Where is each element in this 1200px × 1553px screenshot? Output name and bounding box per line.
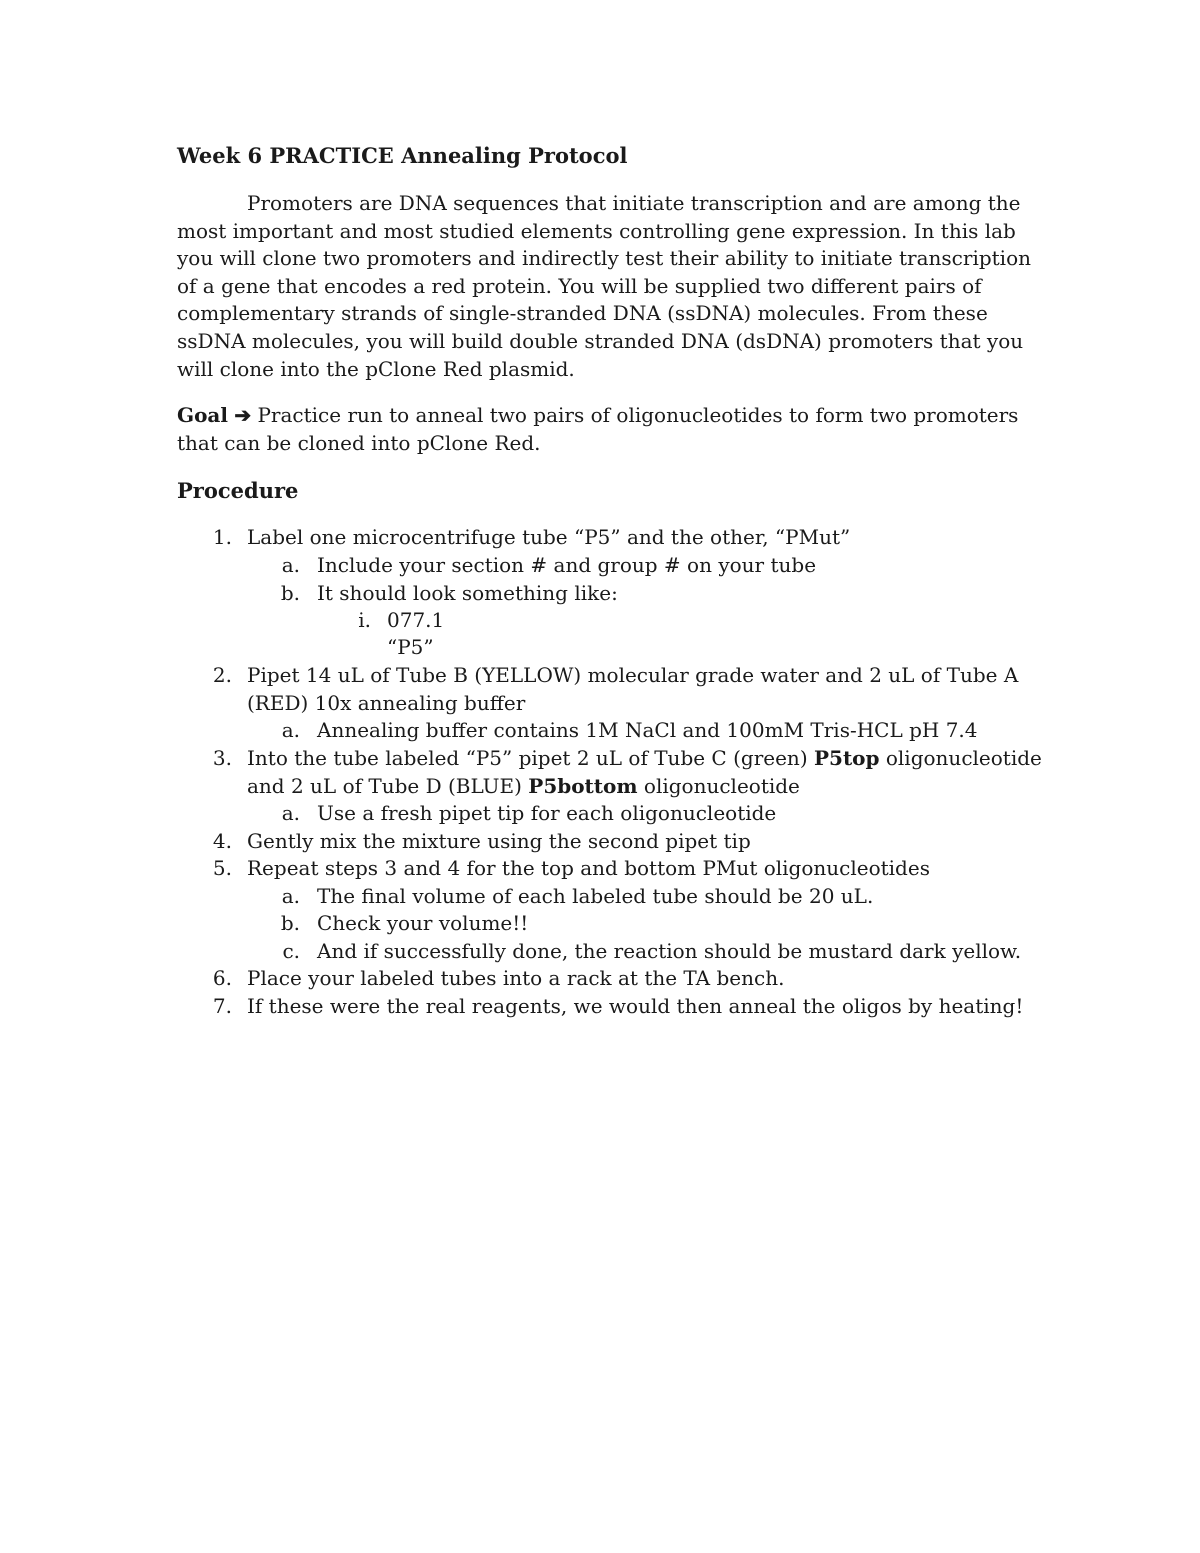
goal-label: Goal xyxy=(177,403,228,427)
list-number: 1. xyxy=(212,525,232,549)
intro-line: Promoters are DNA sequences that initiate transcription and are among the xyxy=(247,191,1021,215)
list-letter: a. xyxy=(281,801,300,825)
intro-paragraph xyxy=(177,190,1037,383)
list-number: 5. xyxy=(212,856,232,880)
list-text: Gently mix the mixture using the second pipet tip xyxy=(247,829,751,853)
goal-line-1 xyxy=(177,402,1037,430)
intro-line: ssDNA molecules, you will build double stranded DNA (dsDNA) promoters that you xyxy=(177,328,1024,353)
goal-text: Practice run to anneal two pairs of oligonucleotides to form two promoters xyxy=(251,403,1019,427)
arrow-right-icon: ➔ xyxy=(234,403,252,427)
list-text-part: oligonucleotide xyxy=(637,774,800,798)
list-text: Check your volume!! xyxy=(317,911,529,935)
list-text-bold: P5bottom xyxy=(528,774,638,798)
document-title: Week 6 PRACTICE Annealing Protocol xyxy=(177,143,628,168)
list-text: Repeat steps 3 and 4 for the top and bottom PMut oligonucleotides xyxy=(247,856,930,880)
list-text xyxy=(247,745,1042,773)
list-text-part: oligonucleotide xyxy=(879,746,1042,770)
list-letter: b. xyxy=(280,911,300,935)
list-number: 3. xyxy=(212,746,232,770)
list-text: 077.1 xyxy=(387,608,445,632)
intro-line: of a gene that encodes a red protein. You will be supplied two different pairs of xyxy=(177,273,982,298)
list-text xyxy=(247,773,800,801)
list-letter: a. xyxy=(281,718,300,742)
list-roman: i. xyxy=(358,608,371,632)
list-text: Include your section # and group # on your tube xyxy=(317,553,817,577)
list-letter: c. xyxy=(282,939,300,963)
list-number: 2. xyxy=(212,663,232,687)
intro-line: you will clone two promoters and indirectly test their ability to initiate transcription xyxy=(177,246,1031,271)
list-text: Label one microcentrifuge tube “P5” and the other, “PMut” xyxy=(247,525,851,549)
intro-line: most important and most studied elements controlling gene expression. In this lab xyxy=(177,218,1016,243)
goal-line-2: that can be cloned into pClone Red. xyxy=(177,430,541,455)
list-letter: a. xyxy=(281,553,300,577)
procedure-heading: Procedure xyxy=(177,478,299,503)
list-text: The final volume of each labeled tube should be 20 uL. xyxy=(317,884,874,908)
list-number: 4. xyxy=(212,829,232,853)
list-text-part: Into the tube labeled “P5” pipet 2 uL of Tube C (green) xyxy=(247,746,814,770)
list-number: 7. xyxy=(212,994,232,1018)
list-text: If these were the real reagents, we would then anneal the oligos by heating! xyxy=(247,994,1024,1018)
goal-paragraph xyxy=(177,402,1037,457)
list-text: It should look something like: xyxy=(317,581,618,605)
list-text: Annealing buffer contains 1M NaCl and 100mM Tris-HCL pH 7.4 xyxy=(317,718,978,742)
list-text: “P5” xyxy=(387,635,434,659)
list-text-bold: P5top xyxy=(813,746,880,770)
list-text: Place your labeled tubes into a rack at the TA bench. xyxy=(247,966,785,990)
intro-line: will clone into the pClone Red plasmid. xyxy=(177,356,575,381)
list-text: Use a fresh pipet tip for each oligonucleotide xyxy=(317,801,777,825)
list-letter: b. xyxy=(280,581,300,605)
intro-line: complementary strands of single-stranded DNA (ssDNA) molecules. From these xyxy=(177,301,988,326)
list-letter: a. xyxy=(281,884,300,908)
list-text: Pipet 14 uL of Tube B (YELLOW) molecular grade water and 2 uL of Tube A xyxy=(247,663,1019,687)
list-text-part: and 2 uL of Tube D (BLUE) xyxy=(247,774,529,798)
list-text: (RED) 10x annealing buffer xyxy=(247,691,526,715)
list-text: And if successfully done, the reaction should be mustard dark yellow. xyxy=(317,939,1022,963)
list-number: 6. xyxy=(212,966,232,990)
